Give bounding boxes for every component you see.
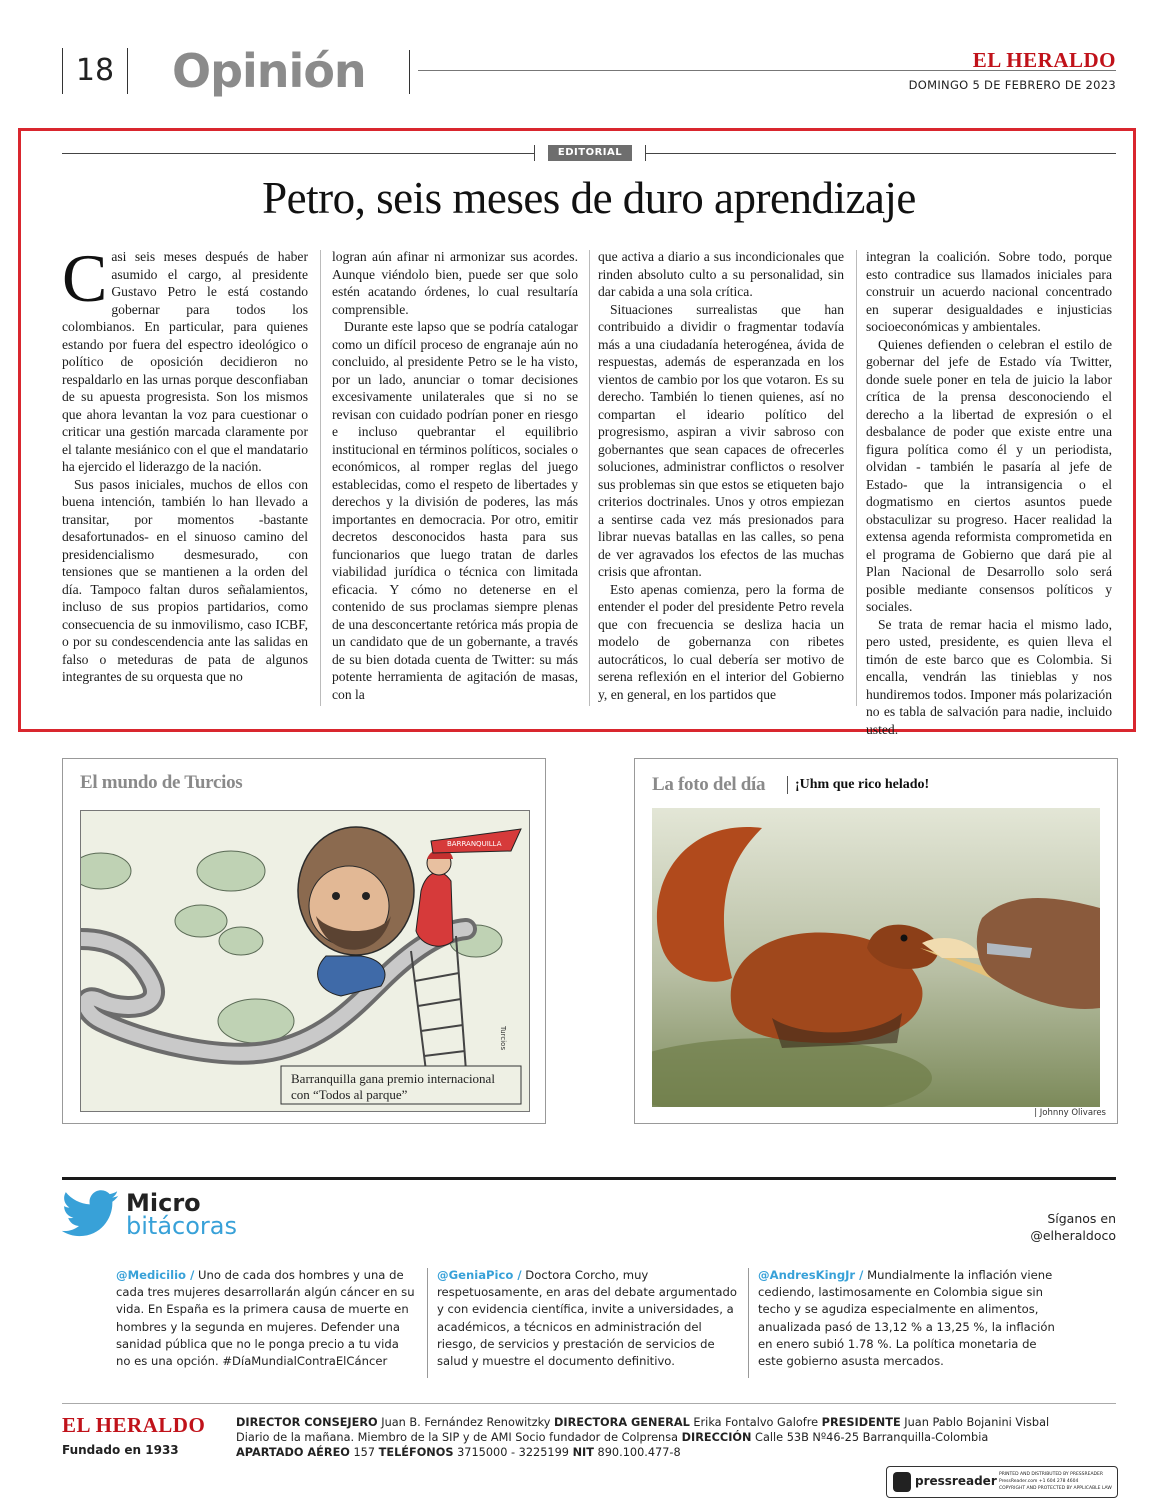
paragraph: Situaciones surrealistas que han contribuido a dividir o fragmentar todavía más a una ciudadanía heterogénea, ávida de respuestas, además de esperanzada en los vientos de cambio por los que votaron. Es su derecho. También lo tienen quienes, así no compartan el ideario político del progresismo, aspiran a vivir sabroso con gobernantes que sean capaces de ofrecerles soluciones, administrar conflictos o resolver sus problemas sin que estos se etiqueten bajo criterios doctrinales. Unos y otros empiezan a sentirse cada vez más presionados para librar nuevas batallas en las calles, so pena de ver agravados los efectos de las muchas crisis que afrontan.	[598, 301, 844, 579]
editorial-column-3	[598, 248, 844, 703]
editorial-column-1	[62, 240, 308, 686]
tweet-divider	[427, 1268, 428, 1378]
micro-subtitle: bitácoras	[126, 1212, 237, 1240]
tweet-1	[116, 1267, 416, 1370]
tweet-2	[437, 1267, 737, 1370]
pressreader-fineprint: PRINTED AND DISTRIBUTED BY PRESSREADER PressReader.com +1 604 278 4604 COPYRIGHT AND PROTECTED BY APPLICABLE LAW	[999, 1472, 1112, 1491]
footer-founded: Fundado en 1933	[62, 1443, 179, 1457]
follow-handle[interactable]: @elheraldoco	[1030, 1228, 1116, 1243]
footer-rule	[62, 1403, 1116, 1404]
cartoon-caption-line2: con “Todos al parque”	[291, 1087, 408, 1102]
paragraph: Casi seis meses después de haber asumido el cargo, al presidente Gustavo Petro le está costando gobernar para todos los colombianos. En particular, para quienes estando por fuera del espectro ideológico o político de oposición decidieron no respaldarlo en las urnas porque desconfiaban de su apuesta progresista. Son los mismos que ahora levantan la voz para cuestionar o criticar una gestión marcada claramente por el talante mesiánico con el que el mandatario ha ejercido el liderazgo de la nación.	[62, 240, 308, 474]
editorial-column-2	[332, 248, 578, 703]
photo-title: La foto del día	[652, 774, 766, 795]
footer-credits: DIRECTOR CONSEJERO Juan B. Fernández Renowitzky DIRECTORA GENERAL Erika Fontalvo Galofre PRESIDENTE Juan Pablo Bojanini Visbal Diario de la mañana. Miembro de la SIP y de AMI Socio fundador de Colprensa DIRECCIÓN Calle 53B Nº46-25 Barranquilla-Colombia APARTADO AÉREO 157 TELÉFONOS 3715000 - 3225199 NIT 890.100.477-8	[236, 1416, 1050, 1459]
follow-us	[1030, 1210, 1116, 1244]
photo-credit: | Johnny Olivares	[1034, 1108, 1106, 1118]
tweet-handle[interactable]: @GeniaPico /	[437, 1268, 522, 1282]
editorial-rule-left	[62, 153, 534, 154]
photo-squirrel-image	[652, 808, 1100, 1107]
photo-title-divider	[787, 776, 788, 794]
column-divider	[589, 250, 590, 706]
cartoon-image	[80, 810, 530, 1112]
paragraph: Se trata de remar hacia el mismo lado, pero usted, presidente, es quien lleva el timón de este barco que es Colombia. Si encalla, vendrán las tinieblas y nos hundiremos todos. Imponer más polarización no es tabla de salvación para nadie, incluido usted.	[866, 616, 1112, 737]
editorial-rule-right	[646, 153, 1116, 154]
cartoon-flag-text: BARRANQUILLA	[447, 840, 502, 848]
cartoon-title: El mundo de Turcios	[80, 772, 243, 793]
editorial-tick-left	[534, 145, 535, 161]
tweet-handle[interactable]: @AndresKingJr /	[758, 1268, 864, 1282]
micro-title: Micro	[126, 1189, 201, 1217]
header-divider	[409, 50, 410, 94]
follow-label: Síganos en	[1047, 1211, 1116, 1226]
micro-rule	[62, 1177, 1116, 1180]
tweet-3	[758, 1267, 1058, 1370]
editorial-tag: EDITORIAL	[548, 145, 632, 161]
column-divider	[320, 250, 321, 706]
paragraph: que activa a diario a sus incondicionales que rinden absoluto culto a su personalidad, sin dar cabida a una sola crítica.	[598, 249, 844, 299]
tweet-text: Doctora Corcho, muy respetuosamente, en aras del debate argumentado y con evidencia científica, invite a universidades, a académicos, a técnicos en administración del riesgo, de servicios y prestación de servicios de salud y muestre el documento definitivo.	[437, 1268, 737, 1369]
tweet-text: Mundialmente la inflación viene cediendo, lastimosamente en Colombia sigue sin techo y se agudiza especialmente en alimentos, anualizada pasó de 13,12 % a 13,25 %, la inflación en enero subió 1.78 %. La política monetaria de este gobierno asusta mercados.	[758, 1268, 1055, 1369]
pressreader-name: pressreader	[915, 1474, 997, 1488]
drop-cap: C	[62, 240, 108, 316]
paragraph: logran aún afinar ni armonizar sus acordes. Aunque viéndolo bien, puede ser que solo estén acatando órdenes, lo cual resultaría comprensible.	[332, 249, 578, 317]
editorial-column-4	[866, 248, 1112, 738]
paragraph: Durante este lapso que se podría catalogar como un difícil proceso de engranaje aún no concluido, al presidente Petro se le ha visto, por un lado, anunciar o tomar decisiones excesivamente unilaterales que si no se revisan con cuidado podrían poner en riesgo e incluso quebrantar el equilibrio institucional en términos políticos, sociales o económicos, al romper reglas del juego establecidas, como el respeto de libertades y derechos y la división de poderes, las más importantes en democracia. Por otro, emitir decretos desconocidos hasta para sus funcionarios que luego tratan de darles viabilidad jurídica o técnica con limitada eficacia. Y cómo no detenerse en el contenido de sus proclamas siempre plenas de una desconcertante retórica más propia de un candidato que de un gobernante, a través de su bien dotada cuenta de Twitter: su más potente herramienta de agitación de masas, con la	[332, 319, 578, 702]
section-title: Opinión	[172, 44, 366, 98]
tweet-handle[interactable]: @Medicilio /	[116, 1268, 195, 1282]
twitter-bird-icon	[62, 1190, 120, 1243]
paragraph: Sus pasos iniciales, muchos de ellos con buena intención, también lo han llevado a transitar, por momentos -bastante desafortunados- en el sinuoso camino del presidencialismo desmesurado, con tensiones que se mantienen a la orden del día. Tampoco faltan duros señalamientos, incluso de sus propios partidarios, como consecuencia de su inmovilismo, caso ICBF, o por su condescendencia ante las salidas en falso o meteduras de pata de algunos integrantes de su orquesta que no	[62, 476, 308, 684]
pressreader-logo-icon	[893, 1472, 911, 1492]
pressreader-badge	[886, 1466, 1118, 1498]
paragraph: integran la coalición. Sobre todo, porque esto contradice sus llamados iniciales para construir un acuerdo nacional concentrado en superar desigualdades e injusticias socioeconómicas y ambientales.	[866, 249, 1112, 334]
editorial-tick-right	[645, 145, 646, 161]
tweet-divider	[748, 1268, 749, 1378]
photo-subtitle: ¡Uhm que rico helado!	[795, 777, 930, 792]
masthead-logo: EL HERALDO	[972, 48, 1116, 72]
cartoon-signature: Turcios	[499, 1026, 507, 1051]
paragraph: Quienes defienden o celebran el estilo de gobernar del jefe de Estado vía Twitter, donde suele poner en tela de juicio la labor crítica de la prensa desconociendo el derecho a la libertad de expresión o el desbalance de poder que existe entre una figura política como él y un periodista, olvidan - también le pasaría al jefe de Estado- que la intransigencia o el dogmatismo en ciertos asuntos puede obstaculizar su progreso. Hacer realidad la extensa agenda reformista comprometida en el programa de Gobierno que dará pie al Plan Nacional de Desarrollo solo será posible mediante consensos políticos y sociales.	[866, 336, 1112, 614]
editorial-headline: Petro, seis meses de duro aprendizaje	[262, 173, 916, 223]
page-number: 18	[62, 48, 128, 94]
column-divider	[856, 250, 857, 706]
footer-masthead: EL HERALDO	[62, 1413, 206, 1437]
cartoon-caption-line1: Barranquilla gana premio internacional	[291, 1071, 495, 1086]
issue-date: DOMINGO 5 DE FEBRERO DE 2023	[908, 78, 1116, 92]
paragraph: Esto apenas comienza, pero la forma de entender el poder del presidente Petro revela que con frecuencia se desliza hacia un modelo de gobernanza con ribetes autocráticos, lo cual debería ser motivo de serena reflexión en el interior del Gobierno y, en general, en los partidos que	[598, 581, 844, 702]
tweet-text: Uno de cada dos hombres y una de cada tres mujeres desarrollarán algún cáncer en su vida. En España es la primera causa de muerte en hombres y la segunda en mujeres. Defender una sanidad pública que no le ponga precio a tu vida no es una opción. #DíaMundialContraElCáncer	[116, 1268, 415, 1369]
